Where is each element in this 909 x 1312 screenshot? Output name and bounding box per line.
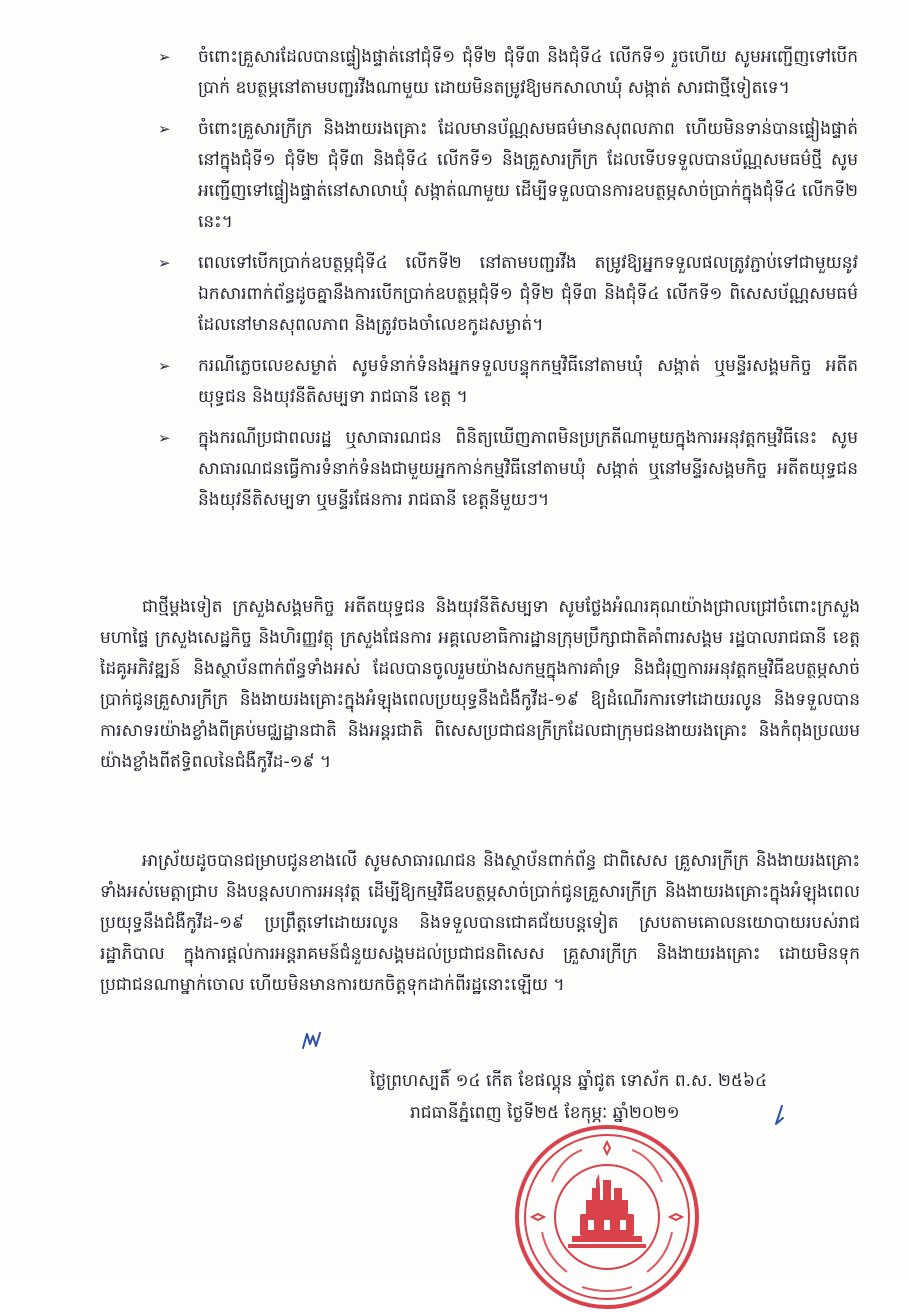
arrowhead-bullet-icon: ➢ (158, 429, 171, 447)
bullet-item (158, 114, 858, 238)
signature-mark-icon (300, 1030, 322, 1052)
closing-paragraph: អាស្រ័យដូចបានជម្រាបជូនខាងលើ សូមសាធារណជន និងស្ថាប័នពាក់ព័ន្ធ ជាពិសេស គ្រួសារក្រីក្រ និងងាយរងគ្រោះ ទាំងអស់មេត្តាជ្រាប និងបន្តសហការអនុវត្ត ដើម្បីឱ្យកម្មវិធីឧបត្ថម្ភសាច់ប្រាក់ជូនគ្រួសារក្រីក្រ និងងាយរងគ្រោះក្នុងអំឡុងពេលប្រយុទ្ធនឹងជំងឺកូវីដ-១៩ ប្រព្រឹត្តទៅដោយរលូន និងទទួលបានជោគជ័យបន្តទៀត ស្របតាមគោលនយោបាយរបស់រាជរដ្ឋាភិបាល ក្នុងការផ្តល់ការអន្តរាគមន៍ជំនួយសង្គមដល់ប្រជាជនពិសេស គ្រួសារក្រីក្រ និងងាយរងគ្រោះ ដោយមិនទុកប្រជាជនណាម្នាក់ចោល ហើយមិនមានការយកចិត្តទុកដាក់ពីរដ្ឋនោះឡើយ ។ (100, 851, 860, 995)
bullet-text: ពេលទៅបើកប្រាក់ឧបត្ថម្ភជុំទី៤ លើកទី២ នៅតាមបញ្ជរវីង តម្រូវឱ្យអ្នកទទួលផលត្រូវភ្ជាប់ទៅជាមួយនូវឯកសារពាក់ព័ន្ធដូចគ្នានឹងការបើកប្រាក់ឧបត្ថម្ភជុំទី១ ជុំទី២ ជុំទី៣ និងជុំទី៤ លើកទី១ ពិសេសប័ណ្ណសមធម៌ដែលនៅមានសុពលភាព និងត្រូវចងចាំលេខកូដសម្ងាត់។ (198, 253, 858, 335)
bullet-text: ក្នុងករណីប្រជាពលរដ្ឋ ឬសាធារណជន ពិនិត្យឃើញភាពមិនប្រក្រតីណាមួយក្នុងការអនុវត្តកម្មវិធីនេះ សូមសាធារណជនធ្វើការទំនាក់ទំនងជាមួយអ្នកកាន់កម្មវិធីនៅតាមឃុំ សង្កាត់ ឬនៅមន្ទីរសង្គមកិច្ច អតីតយុទ្ធជន និងយុវនីតិសម្បទា ឬមន្ទីរផែនការ រាជធានី ខេត្តនីមួយៗ។ (198, 428, 858, 510)
arrowhead-bullet-icon: ➢ (158, 120, 171, 138)
bullet-text: ចំពោះគ្រួសារក្រីក្រ និងងាយរងគ្រោះ ដែលមានប័ណ្ណសមធម៌មានសុពលភាព ហើយមិនទាន់បានផ្ទៀងផ្ទាត់នៅក្នុងជុំទី១ ជុំទី២ ជុំទី៣ និងជុំទី៤ លើកទី១ និងគ្រួសារក្រីក្រ ដែលទើបទទួលបានប័ណ្ណសមធម៌ថ្មី សូមអញ្ជើញទៅផ្ទៀងផ្ទាត់នៅសាលាឃុំ សង្កាត់ណាមួយ ដើម្បីទទួលបានការឧបត្ថម្ភសាច់ប្រាក់ក្នុងជុំទី៤ លើកទី២ នេះ។ (198, 119, 858, 232)
arrowhead-bullet-icon: ➢ (158, 357, 171, 375)
acknowledgement-paragraph: ជាថ្មីម្តងទៀត ក្រសួងសង្គមកិច្ច អតីតយុទ្ធជន និងយុវនីតិសម្បទា សូមថ្លែងអំណរគុណយ៉ាងជ្រាលជ្រៅចំពោះក្រសួងមហាផ្ទៃ ក្រសួងសេដ្ឋកិច្ច និងហិរញ្ញវត្ថុ ក្រសួងផែនការ អគ្គលេខាធិការដ្ឋានក្រុមប្រឹក្សាជាតិគាំពារសង្គម រដ្ឋបាលរាជធានី ខេត្ត ដៃគូអភិវឌ្ឍន៍ និងស្ថាប័នពាក់ព័ន្ធទាំងអស់ ដែលបានចូលរួមយ៉ាងសកម្មក្នុងការគាំទ្រ និងជំរុញការអនុវត្តកម្មវិធីឧបត្ថម្ភសាច់ប្រាក់ជូនគ្រួសារក្រីក្រ និងងាយរងគ្រោះក្នុងអំឡុងពេលប្រយុទ្ធនឹងជំងឺកូវីដ-១៩ ឱ្យដំណើរការទៅដោយរលូន និងទទួលបានការសាទរយ៉ាងខ្លាំងពីគ្រប់មជ្ឈដ្ឋានជាតិ និងអន្តរជាតិ ពិសេសប្រជាជនក្រីក្រដែលជាក្រុមជនងាយរងគ្រោះ និងកំពុងប្រឈមយ៉ាងខ្លាំងពីឥទ្ធិពលនៃជំងឺកូវីដ-១៩ ។ (100, 597, 860, 772)
ministry-seal-icon (512, 1122, 702, 1312)
bullet-item (158, 423, 858, 516)
bullet-item (158, 351, 858, 413)
lunar-date: ថ្ងៃព្រហស្បតិ៍ ១៤ កើត ខែផល្គុន ឆ្នាំជូត ទោស័ក ព.ស. ២៥៦៤ (370, 1071, 768, 1091)
bullet-item (158, 248, 858, 341)
bullet-item (158, 42, 858, 104)
arrowhead-bullet-icon: ➢ (158, 254, 171, 272)
bullet-list (158, 42, 858, 526)
bullet-text: ចំពោះគ្រួសារដែលបានផ្ទៀងផ្ទាត់នៅជុំទី១ ជុំទី២ ជុំទី៣ និងជុំទី៤ លើកទី១ រួចហើយ សូមអញ្ជើញទៅបើកប្រាក់ ឧបត្ថម្ភនៅតាមបញ្ជរវីងណាមួយ ដោយមិនតម្រូវឱ្យមកសាលាឃុំ សង្កាត់ សារជាថ្មីទៀតទេ។ (198, 47, 858, 98)
solar-date: រាជធានីភ្នំពេញ ថ្ងៃទី២៥ ខែកុម្ភៈ ឆ្នាំ២០២១ (410, 1103, 680, 1123)
signature-mark-icon (772, 1104, 786, 1128)
arrowhead-bullet-icon: ➢ (158, 48, 171, 66)
bullet-text: ករណីភ្លេចលេខសម្ងាត់ សូមទំនាក់ទំនងអ្នកទទួលបន្ទុកកម្មវិធីនៅតាមឃុំ សង្កាត់ ឬមន្ទីរសង្គមកិច្ច អតីតយុទ្ធជន និងយុវនីតិសម្បទា រាជធានី ខេត្ត ។ (198, 356, 858, 407)
